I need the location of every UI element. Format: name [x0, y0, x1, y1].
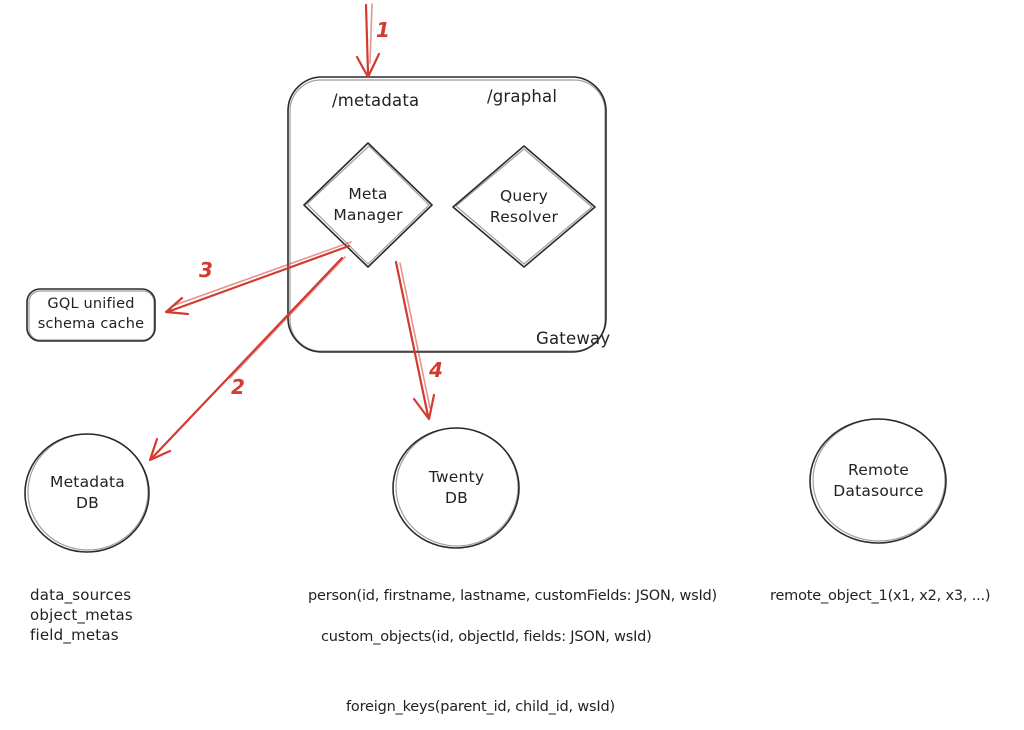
meta-manager-label [303, 184, 433, 226]
twenty-db-foreign-keys-schema: foreign_keys(parent_id, child_id, wsId) [346, 699, 615, 715]
arrow-3-label: 3 [199, 258, 213, 282]
endpoint-metadata-label: /metadata [332, 91, 420, 110]
twenty-db-line2: DB [445, 489, 468, 507]
remote-datasource-label [810, 460, 947, 502]
metadata-db-tables [30, 585, 133, 645]
schema-cache-label [27, 294, 155, 334]
remote-datasource-line1: Remote [847, 461, 909, 479]
metadata-db-table-field-metas: field_metas [30, 626, 119, 644]
arrow-2-label: 2 [231, 375, 245, 399]
metadata-db-label [25, 472, 150, 514]
arrow-4 [396, 262, 434, 419]
arrow-4-label: 4 [429, 358, 443, 382]
endpoint-graphql-label: /graphal [487, 87, 558, 106]
twenty-db-line1: Twenty [428, 468, 485, 486]
schema-cache-line2: schema cache [37, 316, 145, 332]
twenty-db-label [393, 467, 520, 509]
remote-object-schema: remote_object_1(x1, x2, x3, ...) [770, 588, 991, 604]
metadata-db-line1: Metadata [50, 473, 125, 491]
gateway-label: Gateway [536, 329, 611, 348]
query-resolver-line2: Resolver [489, 208, 559, 226]
metadata-db-table-data-sources: data_sources [30, 586, 132, 604]
meta-manager-line1: Meta [348, 185, 388, 203]
meta-manager-line2: Manager [333, 206, 403, 224]
schema-cache-line1: GQL unified [47, 296, 135, 312]
arrow-2 [150, 257, 345, 460]
query-resolver-line1: Query [499, 187, 549, 205]
remote-datasource-line2: Datasource [833, 482, 924, 500]
metadata-db-line2: DB [76, 494, 99, 512]
arrow-1-label: 1 [376, 18, 390, 42]
metadata-db-table-object-metas: object_metas [30, 606, 133, 624]
twenty-db-custom-objects-schema: custom_objects(id, objectId, fields: JSON, wsId) [321, 629, 652, 645]
query-resolver-label [453, 186, 595, 228]
twenty-db-person-schema: person(id, firstname, lastname, customFields: JSON, wsId) [308, 588, 718, 604]
